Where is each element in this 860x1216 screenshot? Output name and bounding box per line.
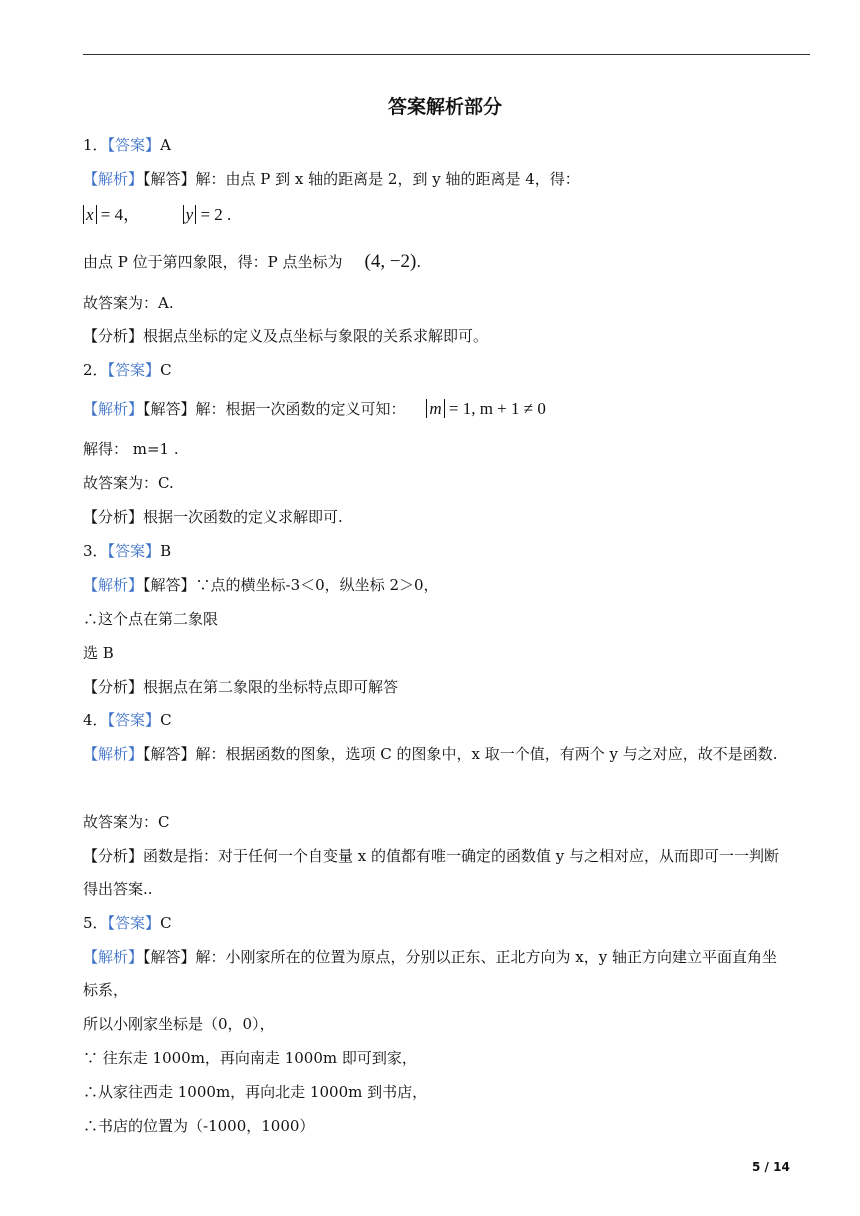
q1-text1: 解：由点 P 到 x 轴的距离是 2，到 y 轴的距离是 4，得： <box>195 170 580 188</box>
q4-text1: 解：根据函数的图象，选项 C 的图象中，x 取一个值，有两个 y 与之对应，故不是函数. <box>195 745 778 763</box>
q1-equations <box>83 205 231 225</box>
q5-jieda-tag: 【解答】 <box>143 948 196 966</box>
q1-number: 1． <box>83 136 108 154</box>
q1-eq1-var: x <box>86 205 94 224</box>
q5-number: 5． <box>83 914 108 932</box>
q3-text3: 选 B <box>83 644 114 662</box>
q4-answer-tag: 【答案】 <box>107 711 161 729</box>
q3-answer-line <box>83 541 171 561</box>
q2-answer-line <box>83 360 172 380</box>
q5-answer-line <box>83 913 172 933</box>
q2-eq-var: m <box>429 399 442 418</box>
header-rule <box>83 54 810 55</box>
q2-analysis: 【分析】根据一次函数的定义求解即可. <box>83 508 343 526</box>
q4-analysis-1: 【分析】函数是指：对于任何一个自变量 x 的值都有唯一确定的函数值 y 与之相对应，从而即可一一判断 <box>83 847 780 865</box>
q4-jiexi-tag: 【解析】 <box>83 745 144 763</box>
page-title: 答案解析部分 <box>387 96 502 118</box>
q4-analysis-2: 得出答案.. <box>83 880 153 898</box>
q4-answer: C <box>160 711 172 729</box>
q1-eq2-rhs: = 2 . <box>196 205 232 224</box>
q2-text1: 解：根据一次函数的定义可知： <box>195 400 406 418</box>
q2-jieda-tag: 【解答】 <box>143 400 196 418</box>
q1-eq2-var: y <box>185 205 194 224</box>
q5-text1b: 标系， <box>83 981 129 999</box>
q4-jieda-tag: 【解答】 <box>143 745 196 763</box>
q1-period: . <box>416 253 422 271</box>
q2-answer-tag: 【答案】 <box>107 361 161 379</box>
q1-coord: (4, −2) <box>364 251 417 272</box>
q5-text4: ∴从家往西走 1000m，再向北走 1000m 到书店， <box>83 1083 428 1101</box>
q1-eq1-abs <box>83 205 97 224</box>
q2-jiexi-tag: 【解析】 <box>83 400 144 418</box>
q3-text2: ∴这个点在第二象限 <box>83 610 219 628</box>
q5-solution-line <box>83 947 777 967</box>
q1-final: 故答案为：A. <box>83 294 174 312</box>
q1-solution-line <box>83 169 580 189</box>
q1-eq2-abs <box>183 205 197 224</box>
q4-answer-line <box>83 710 172 730</box>
q2-solution-line <box>83 399 546 419</box>
q2-eq-rest: = 1, m + 1 ≠ 0 <box>444 399 546 418</box>
q4-final: 故答案为：C <box>83 813 170 831</box>
q1-jiexi-tag: 【解析】 <box>83 170 144 188</box>
q2-equation <box>426 399 546 418</box>
q3-answer: B <box>160 542 172 560</box>
q1-analysis: 【分析】根据点坐标的定义及点坐标与象限的关系求解即可。 <box>83 327 489 345</box>
q5-answer-tag: 【答案】 <box>107 914 161 932</box>
q3-text1: ∵点的横坐标-3＜0，纵坐标 2＞0， <box>195 576 439 594</box>
q1-jieda-tag: 【解答】 <box>143 170 196 188</box>
page-number: 5 / 14 <box>752 1160 790 1174</box>
q4-solution-line <box>83 744 778 764</box>
q3-jiexi-tag: 【解析】 <box>83 576 144 594</box>
q1-answer-line <box>83 135 171 155</box>
q5-text5: ∴书店的位置为（-1000，1000） <box>83 1117 315 1135</box>
q3-jieda-tag: 【解答】 <box>143 576 196 594</box>
q3-number: 3． <box>83 542 108 560</box>
q3-solution-line <box>83 575 439 595</box>
q1-text2: 由点 P 位于第四象限，得：P 点坐标为 <box>83 253 343 271</box>
q5-text1: 解：小刚家所在的位置为原点，分别以正东、正北方向为 x，y 轴正方向建立平面直角坐 <box>195 948 778 966</box>
q1-answer-tag: 【答案】 <box>107 136 161 154</box>
q5-text3: ∵ 往东走 1000m，再向南走 1000m 即可到家， <box>83 1049 417 1067</box>
q3-analysis: 【分析】根据点在第二象限的坐标特点即可解答 <box>83 678 399 696</box>
q2-answer: C <box>160 361 172 379</box>
q1-answer: A <box>160 136 171 154</box>
q1-eq1-rhs: = 4， <box>96 205 141 224</box>
q2-eq-abs <box>426 399 444 418</box>
q2-result: 解得： m=1 . <box>83 440 179 458</box>
q2-final: 故答案为：C. <box>83 474 174 492</box>
q5-jiexi-tag: 【解析】 <box>83 948 144 966</box>
q5-text2: 所以小刚家坐标是（0，0）， <box>83 1015 275 1033</box>
q2-number: 2． <box>83 361 108 379</box>
q1-coord-line <box>83 252 421 272</box>
q5-answer: C <box>160 914 172 932</box>
q4-number: 4． <box>83 711 108 729</box>
q3-answer-tag: 【答案】 <box>107 542 161 560</box>
